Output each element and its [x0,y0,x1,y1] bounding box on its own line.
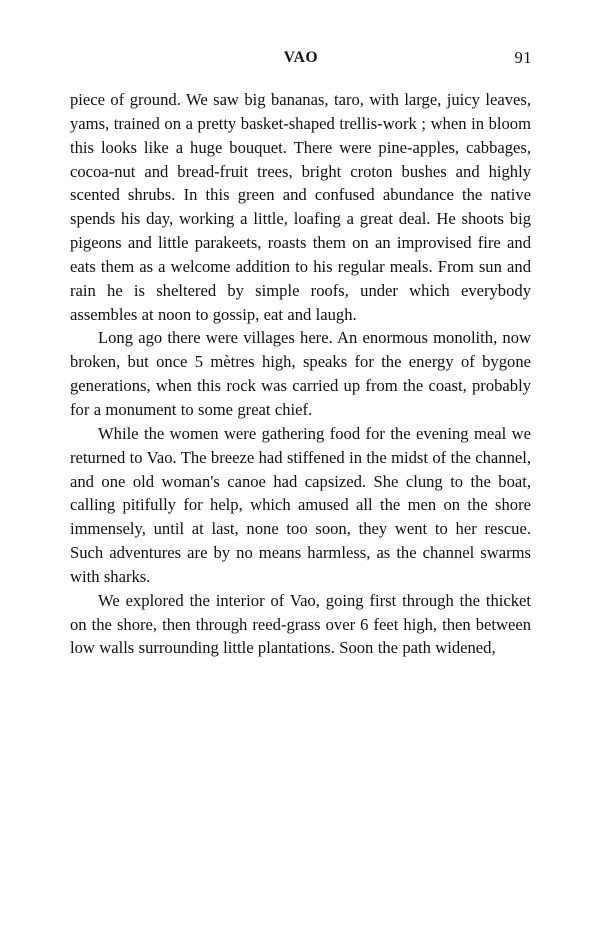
page-number: 91 [514,48,532,67]
running-head-title: VAO [283,49,319,66]
running-head [70,47,532,69]
paragraph: We explored the interior of Vao, going first through the thicket on the shore, then through reed-grass over 6 feet high, then between low walls surrounding little plantations. Soon the path widened, [70,590,531,658]
body-text-block [70,88,531,660]
paragraph: While the women were gathering food for the evening meal we returned to Vao. The breeze had stiffened in the midst of the channel, and one old woman's canoe had capsized. She clung to the boat, calling pitifully for help, which amused all the men on the shore immensely, until at last, none too soon, they went to her rescue. Such adventures are by no means harmless, as the channel swarms with sharks. [70,423,531,586]
paragraph: piece of ground. We saw big bananas, taro, with large, juicy leaves, yams, trained on a pretty basket-shaped trellis-work ; when in bloom this looks like a huge bouquet. There were pine-apples, cabbages, cocoa-nut and bread-fruit trees, bright croton bushes and highly scented shrubs. In this green and confused abundance the native spends his day, working a little, loafing a great deal. He shoots big pigeons and little parakeets, roasts them on an improvised fire and eats them as a welcome addition to his regular meals. From sun and rain he is sheltered by simple roofs, under which everybody assembles at noon to gossip, eat and laugh. [70,90,531,324]
paragraph: Long ago there were villages here. An enormous monolith, now broken, but once 5 mètres high, speaks for the energy of bygone generations, when this rock was carried up from the coast, probably for a monument to some great chief. [70,328,531,419]
